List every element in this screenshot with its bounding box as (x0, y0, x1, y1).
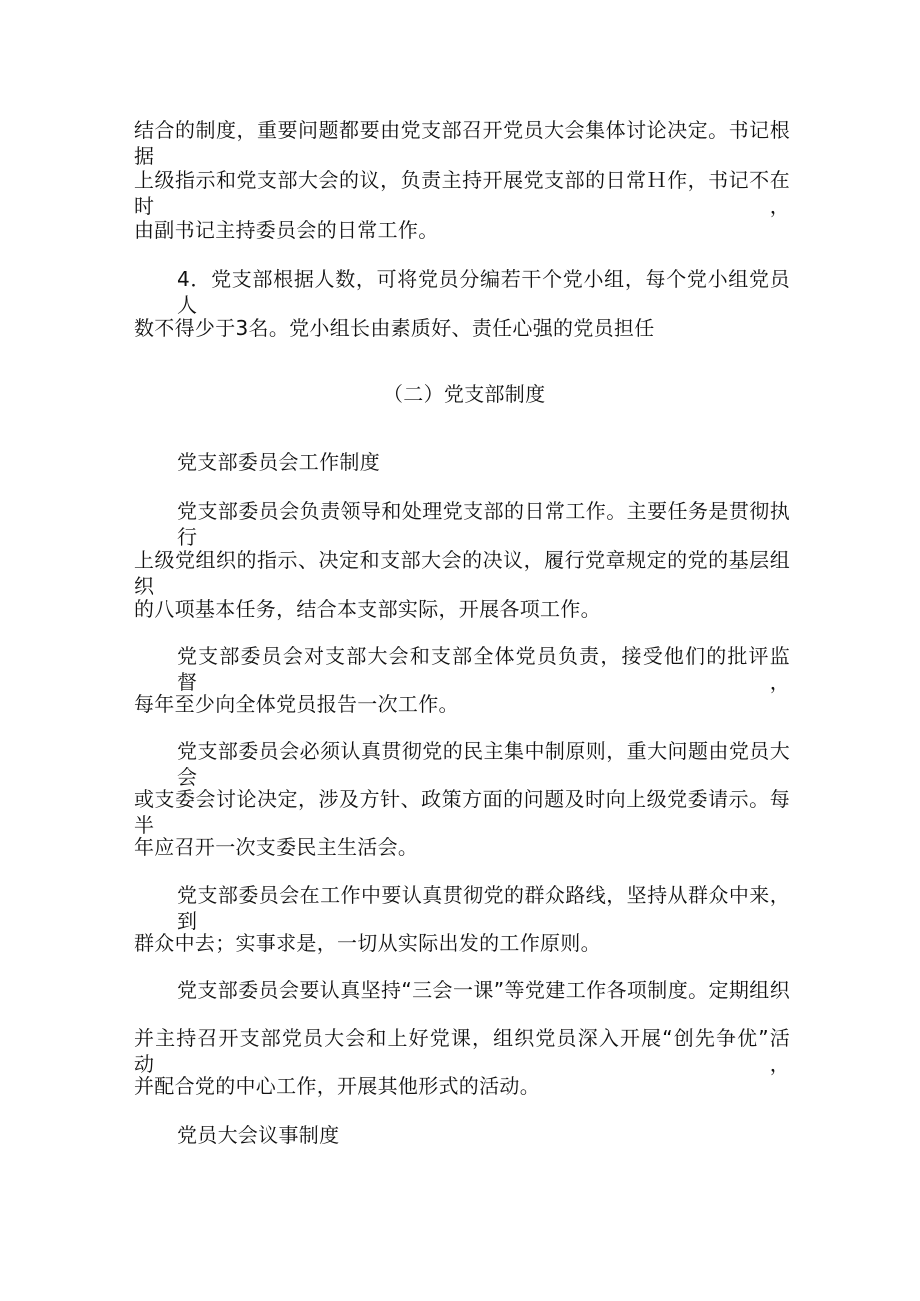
text-line: 由副书记主持委员会的日常工作。 (134, 218, 439, 242)
subsection-heading: 党支部委员会工作制度 (177, 450, 380, 474)
paragraph-line: 党支部委员会必须认真贯彻党的民主集中制原则，重大问题由党员大会 (177, 739, 790, 789)
subsection-heading: 党员大会议事制度 (177, 1123, 340, 1147)
paragraph-line: 党支部委员会在工作中要认真贯彻党的群众路线，坚持从群众中来，到 (177, 883, 790, 933)
list-item-4: 4．党支部根据人数，可将党员分编若干个党小组，每个党小组党员人 (177, 267, 790, 317)
text-line: 结合的制度，重要问题都要由党支部召开党员大会集体讨论决定。书记根据 (134, 118, 790, 168)
paragraph-line: 党支部委员会对支部大会和支部全体党员负责，接受他们的批评监督， (177, 644, 790, 694)
paragraph-line: 上级党组织的指示、决定和支部大会的决议，履行党章规定的党的基层组织 (134, 548, 790, 598)
paragraph-line: 的八项基本任务，结合本支部实际，开展各项工作。 (134, 597, 601, 621)
section-heading: （二）党支部制度 (383, 382, 546, 406)
text-line: 上级指示和党支部大会的议，负责主持开展党支部的日常Ｈ作，书记不在时， (134, 168, 790, 218)
text-line: 数不得少于3名。党小组长由素质好、责任心强的党员担任 (134, 316, 655, 340)
paragraph-line: 年应召开一次支委民主生活会。 (134, 835, 419, 859)
paragraph-line: 党支部委员会要认真坚持“三会一课”等党建工作各项制度。定期组织 (177, 978, 790, 1002)
paragraph-line: 群众中去；实事求是，一切从实际出发的工作原则。 (134, 931, 601, 955)
paragraph-line: 并主持召开支部党员大会和上好党课，组织党员深入开展“创先争优”活动， (134, 1026, 790, 1076)
paragraph-line: 并配合党的中心工作，开展其他形式的活动。 (134, 1074, 540, 1098)
paragraph-line: 或支委会讨论决定，涉及方针、政策方面的问题及时向上级党委请示。每半 (134, 787, 790, 837)
paragraph-line: 每年至少向全体党员报告一次工作。 (134, 692, 459, 716)
paragraph-line: 党支部委员会负责领导和处理党支部的日常工作。主要任务是贯彻执行 (177, 499, 790, 549)
